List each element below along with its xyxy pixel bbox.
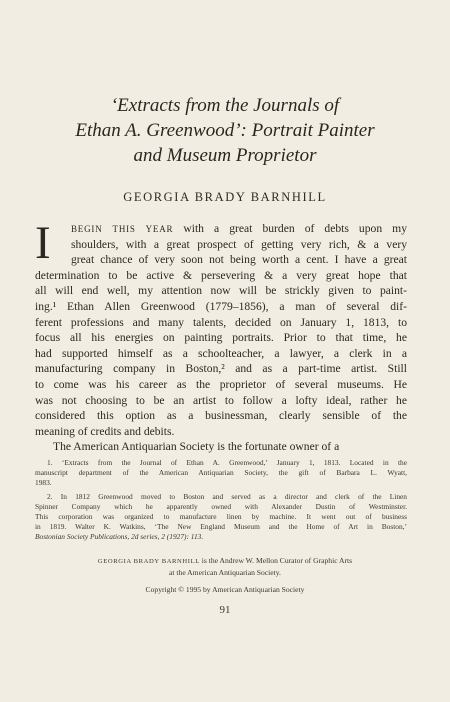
body-line: to come was his career as the proprietor of several museums. He <box>35 377 407 391</box>
footnote-line: in 1819. Walter K. Watkins, ‘The New England Museum and the Home of Art in Boston,’ <box>35 522 407 531</box>
body-line <box>35 221 407 237</box>
footnote-line: manuscript department of the American Antiquarian Society, the gift of Barbara L. Wyatt, <box>35 468 407 477</box>
bio-name: GEORGIA BRADY BARNHILL <box>97 558 200 565</box>
footnote-1 <box>35 458 407 488</box>
body-line: manufacturing company in Boston,² and as a part-time artist. Still <box>35 362 407 376</box>
body-line: shoulders, with a great prospect of getting very rich, & a very <box>71 237 407 251</box>
body-line: meaning of credits and debits. <box>35 424 175 438</box>
footnote-line: This corporation was organized to manufacture linen by machine. It went out of business <box>35 512 407 521</box>
body-line: The American Antiquarian Society is the fortunate owner of a <box>53 440 340 454</box>
footnote-line: 1983. <box>35 478 52 487</box>
article-body <box>35 217 407 455</box>
footnote-line: 1. ‘Extracts from the Journal of Ethan A. Greenwood,’ January 1, 1813. Located in the <box>47 458 407 467</box>
footnote-line: Bostonian Society Publications, 2d series, 2 (1927): 113. <box>35 532 204 541</box>
footnotes <box>35 458 407 546</box>
body-line: considered this option as a businessman, clearly sensible of the <box>35 409 407 423</box>
footnote-line: 2. In 1812 Greenwood moved to Boston and served as a director and clerk of the Linen <box>47 492 407 501</box>
bio-line-1 <box>40 556 410 568</box>
title-line-1: ‘Extracts from the Journals of <box>110 95 340 116</box>
bio-line-2: at the American Antiquarian Society. <box>169 567 281 577</box>
title-line-2: Ethan A. Greenwood’: Portrait Painter <box>75 120 375 141</box>
body-line: great chance of very soon not being worth a cent. I have a great <box>71 253 407 267</box>
body-line: all will end well, my attention now will be strickly given to paint- <box>35 284 407 298</box>
opening-line-rest: with a great burden of debts upon my <box>173 222 407 235</box>
body-line: had supported himself as a schoolteacher, a lawyer, a clerk in a <box>35 346 407 360</box>
bio-line-1-rest: is the Andrew W. Mellon Curator of Graphic Arts <box>199 556 353 565</box>
article-title <box>40 93 410 168</box>
body-line: was not choosing to be an artist to follow a lofty ideal, rather he <box>35 393 407 407</box>
opening-small-caps: BEGIN THIS YEAR <box>71 224 174 234</box>
footnote-line: Spinner Company which he apparently owned with Alexander Dustin of Westminster. <box>35 502 407 511</box>
copyright-notice: Copyright © 1995 by American Antiquarian Society <box>145 585 305 594</box>
body-line: determination to be active & persevering & a very great hope that <box>35 268 407 282</box>
footnote-2 <box>35 492 407 542</box>
author-bio <box>40 556 410 578</box>
body-line: focus all his energies on painting portraits. Prior to that time, he <box>35 331 407 345</box>
body-line: ing.¹ Ethan Allen Greenwood (1779–1856), a man of several dif- <box>35 299 407 313</box>
page-number: 91 <box>219 604 231 616</box>
title-line-3: and Museum Proprietor <box>133 145 317 166</box>
body-line: ferent professions and many talents, decided on January 1, 1813, to <box>35 315 407 329</box>
article-author: GEORGIA BRADY BARNHILL <box>123 190 327 204</box>
drop-cap: I <box>35 217 51 269</box>
